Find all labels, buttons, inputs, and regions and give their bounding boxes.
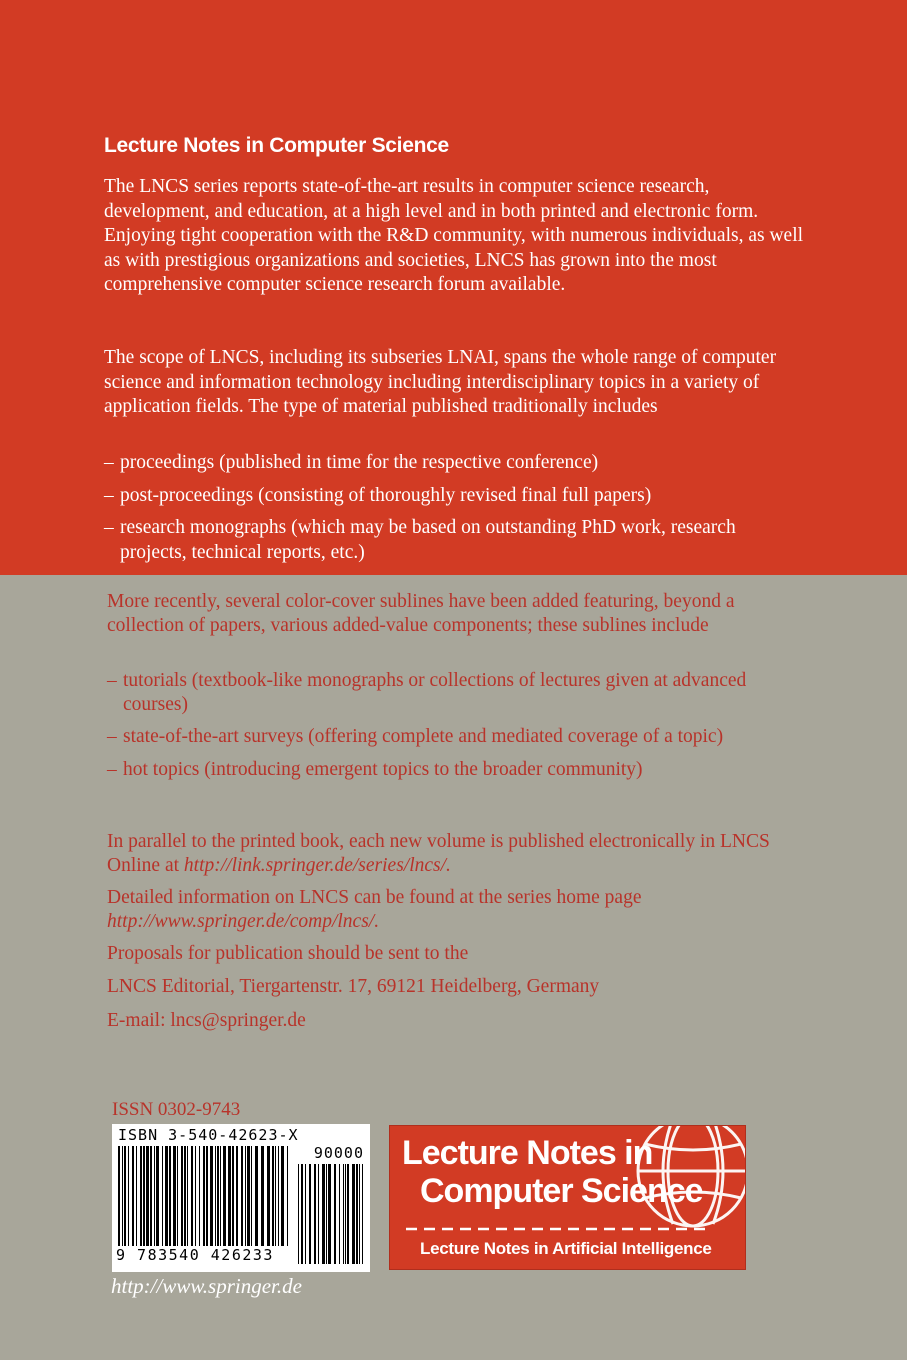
list-item: – tutorials (textbook-like monographs or collections of lectures given at advanced courses): [107, 670, 747, 715]
online-link[interactable]: http://link.springer.de/series/lncs/.: [183, 854, 451, 876]
publisher-url[interactable]: http://www.springer.de: [111, 1274, 302, 1298]
material-list: [104, 451, 804, 565]
addon-label: 90000: [313, 1144, 364, 1162]
list-item: – proceedings (published in time for the respective conference): [104, 452, 599, 473]
list-item: – state-of-the-art surveys (offering complete and mediated coverage of a topic): [107, 726, 724, 747]
address-line: LNCS Editorial, Tiergartenstr. 17, 69121 Heidelberg, Germany: [107, 976, 600, 997]
dashed-divider: [406, 1226, 706, 1232]
list-item: – hot topics (introducing emergent topics to the broader community): [107, 758, 643, 780]
issn: ISSN 0302-9743: [112, 1099, 241, 1120]
barcode: [112, 1124, 370, 1272]
isbn-label: ISBN 3-540-42623-X: [118, 1126, 299, 1144]
logo-title-line2: Computer Science: [420, 1172, 703, 1210]
list-item: – post-proceedings (consisting of thoroughly revised final full papers): [104, 484, 652, 506]
proposals-line: Proposals for publication should be sent to the: [107, 943, 469, 964]
online-paragraph: In parallel to the printed book, each new volume is published electronically in LNCS Online at http://link.springer.de/series/lncs/.: [107, 831, 770, 876]
sublines-intro: More recently, several color-cover sublines have been added featuring, beyond a collection of papers, various added-value components; these sublines include: [107, 591, 735, 636]
list-item: – research monographs (which may be based on outstanding PhD work, research projects, technical reports, etc.): [104, 517, 736, 563]
homepage-link[interactable]: http://www.springer.de/comp/lncs/.: [107, 910, 380, 932]
series-description: The LNCS series reports state-of-the-art results in computer science research, development, and education, at a high level and in both printed and electronic form. Enjoying tight cooperation with the R&D community, with numerous individuals, as well as with prestigious organizations and societies, LNCS has grown into the most comprehensive computer science research forum available.: [104, 176, 804, 295]
sublines-list: [107, 669, 807, 781]
ean-label: 9 783540 426233: [116, 1246, 274, 1264]
email-line: E-mail: lncs@springer.de: [107, 1010, 306, 1031]
logo-subline: Lecture Notes in Artificial Intelligence: [420, 1239, 712, 1258]
series-heading: Lecture Notes in Computer Science: [104, 134, 449, 157]
scope-paragraph: The scope of LNCS, including its subseries LNAI, spans the whole range of computer science and information technology including interdisciplinary topics in a variety of application fields. The type of material published traditionally includes: [104, 347, 777, 417]
series-logo: [389, 1125, 746, 1270]
logo-title-line1: Lecture Notes in: [402, 1134, 653, 1172]
info-paragraph: Detailed information on LNCS can be found at the series home page http://www.springer.de/comp/lncs/.: [107, 887, 642, 932]
